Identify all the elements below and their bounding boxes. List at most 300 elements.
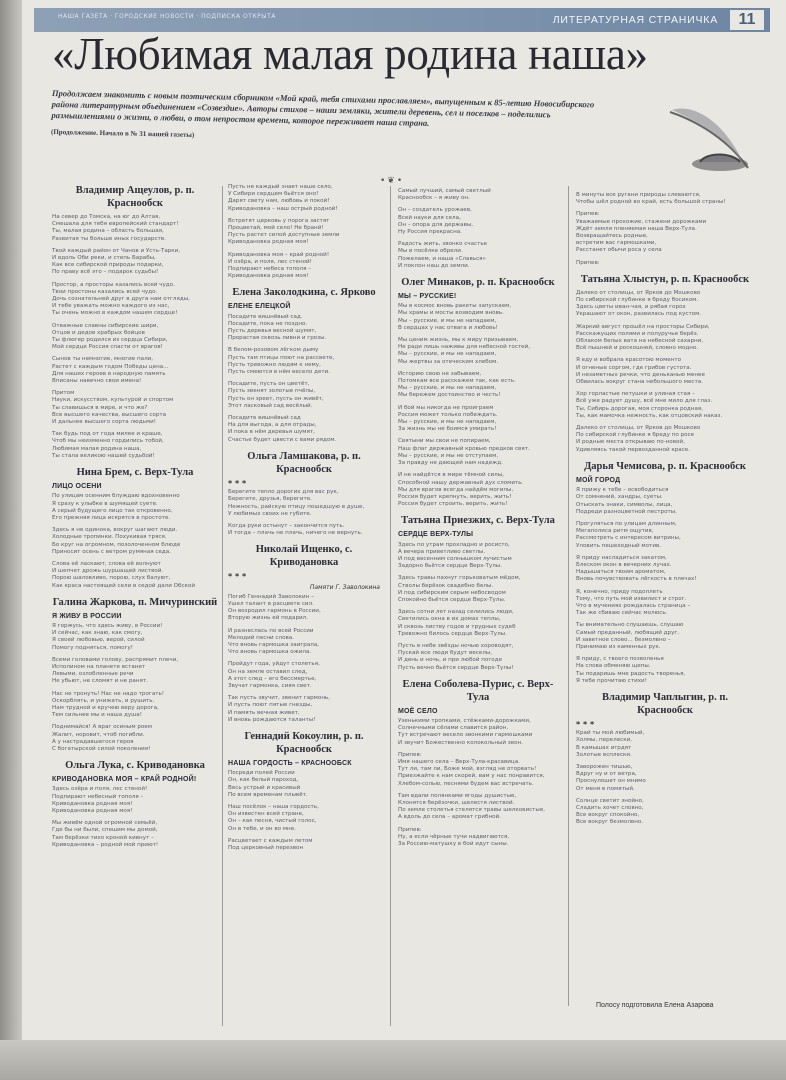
poem-line: Приезжайте к нам скорей, вам у нас понравится,	[398, 773, 545, 780]
poem-stanza	[398, 793, 558, 822]
poem-line: Далеко от столицы, от Ярков до Мошково	[576, 425, 701, 432]
poem-line: Радость жить, звонко счастье	[398, 241, 488, 248]
poem-stanza	[398, 303, 558, 332]
poem-line: Берегите тепло дорогих для вас рук,	[228, 489, 339, 496]
poem-stanza	[52, 820, 218, 849]
poem-line: Россия будет строить, верить, жить!	[398, 501, 508, 508]
poem-line: Солнце светит знойно,	[576, 797, 644, 804]
poem-title: НАША ГОРДОСТЬ – КРАСНООБСК	[228, 759, 352, 767]
header-small-text: НАША ГАЗЕТА · ГОРОДСКИЕ НОВОСТИ · ПОДПИСКА ОТКРЫТА	[58, 13, 276, 20]
poem-line: Возвращайтесь родные,	[576, 233, 648, 240]
poem-line: Мы в космос вновь ракеты запускаем,	[398, 303, 512, 310]
poem-stanza	[398, 438, 558, 467]
poem-line: Всё пышней и роскошней, словно модно.	[576, 345, 699, 352]
poem-line: И под сибирским серым небосводом	[398, 589, 506, 596]
poem-line: Погиб Геннадий Заволокин –	[228, 593, 314, 600]
poem-author: Ольга Лука, с. Криводановка	[65, 760, 205, 772]
poem-line: От сомнений, хандры, суеты.	[576, 494, 663, 501]
poem-line: Я приду, с твоего позволенья	[576, 656, 664, 663]
poem-line: Пусть там птицы поют на рассвете,	[228, 354, 335, 361]
poem-line: Так пусть звучит, звенит гармонь,	[228, 695, 331, 702]
poem-line: И пока в нём деревья шумят,	[228, 429, 315, 436]
poem-line: И сейчас, как знаю, как смогу,	[52, 630, 143, 637]
poem-line: В белом-розовом лёгком дыму	[228, 347, 319, 354]
headline: «Любимая малая родина наша»	[52, 29, 648, 79]
poem-line: Блеском окон в вечерних лучах.	[576, 561, 672, 568]
poem-stanza	[228, 804, 380, 833]
poem-line: Вдруг ну и от ветра,	[576, 771, 637, 778]
poem-line: Пусть вечно бьётся сердце Верх-Тулы!	[398, 664, 514, 671]
poem-line: Мы живём одной огромной семьёй,	[52, 820, 158, 827]
page-number: 11	[730, 10, 764, 30]
poem-line: Историю свою не забываем,	[398, 370, 482, 377]
column-1	[52, 178, 218, 854]
poem-line: Он – как песня, чистый голос,	[228, 818, 317, 825]
poem-line: Ты стала великою нашей судьбой!	[52, 452, 155, 459]
poem-line: Солнечными сёлами славится район.	[398, 725, 509, 732]
poem-line: Пожелаем, и наша «Славься»	[398, 255, 486, 262]
poem-stanza	[576, 555, 754, 584]
poem-line: Растет с каждым годом Победы цена...	[52, 363, 169, 370]
poem-line: С богатырской силой поколения!	[52, 745, 151, 752]
poem-line: И день и ночь, и при любой погоде	[398, 657, 503, 664]
poem-title: * * *	[228, 572, 247, 582]
poem-line: И бой мы никогда не проиграем	[398, 404, 494, 411]
poem-line: От меня в помятый.	[576, 785, 635, 792]
poem-line: Он, как белый пароход,	[228, 777, 299, 784]
poem-line: И тогда – плачь не плачь, ничего не вернуть.	[228, 530, 363, 537]
poem-line: Вновь почувствовать лёгкость в плечах!	[576, 576, 697, 583]
poem-line: Что в мучениях рождалась страница –	[576, 602, 691, 609]
poem-title: МЫ – РУССКИЕ!	[398, 293, 457, 301]
poem-stanza	[398, 752, 558, 788]
poem-line: Потомкам все расскажем так, как есть.	[398, 378, 516, 385]
poem-author: Елена Соболева-Пурис, с. Верх-Тула	[402, 678, 554, 703]
poem-line: И вдоль Оби реки, и степь Барабы,	[52, 255, 156, 262]
poem-line: Мы в посёлке обрели.	[398, 248, 463, 255]
poem-line: Все вокруг спокойно,	[576, 812, 640, 819]
poem-line: За жизнь мы не боимся умирать!	[398, 426, 497, 433]
poem-line: По праву всё это – подарок судьбы!	[52, 269, 159, 276]
poem-line: Не убьют, не сломят и не ранят.	[52, 678, 148, 685]
poem-stanza	[228, 770, 380, 799]
poem-line: И незаметных речки, что деньканью менее	[576, 371, 705, 378]
poem-stanza	[228, 252, 380, 281]
poem-line: И тебе уважать можно каждого из нас,	[52, 303, 170, 310]
poem-line: Здесь сотни лет назад селились люди,	[398, 609, 514, 616]
poem-line: А вдоль до села – аромат грибной.	[398, 814, 501, 821]
poem-line: У Сибири сердцем бьётся оно!	[228, 191, 319, 198]
poem-author: Татьяна Приезжих, с. Верх-Тула	[401, 515, 555, 527]
poem-line: Я, конечно, приду подоплеть	[576, 588, 663, 595]
poem-stanza	[576, 730, 754, 759]
poem-line: Всеми головами голову, распрямит плечи,	[52, 656, 179, 663]
poem-title: * * *	[228, 478, 247, 488]
poem-line: Нам трудной и кручею веру дорога,	[52, 704, 159, 711]
poem-line: Приносит осень с ветром румяная седа.	[52, 548, 171, 555]
poem-stanza	[228, 628, 380, 657]
poem-author: Олег Минаков, р. п. Краснообск	[401, 277, 555, 289]
poem-title: КРИВОДАНОВКА МОЯ – КРАЙ РОДНОЙ!	[52, 776, 197, 784]
poem-line: Смешала для тебя европейский стандарт!	[52, 221, 179, 228]
poem-line: Пройдут года, уйдут столетья,	[228, 661, 320, 668]
page-credit: Полосу подготовила Елена Азарова	[596, 1002, 714, 1009]
poem-stanza	[52, 691, 218, 720]
poem-line: Ушел талант в расцвете сил.	[228, 600, 314, 607]
poem-stanza	[52, 282, 218, 318]
poem-line: Удивляясь такой первозданной красе.	[576, 446, 691, 453]
poem-stanza	[228, 314, 380, 343]
section-title: ЛИТЕРАТУРНАЯ СТРАНИЧКА	[552, 14, 718, 26]
poem-line: Он на земле оставил след,	[228, 668, 308, 675]
poem-line: Поднимайся! А враг осиным роем	[52, 724, 152, 731]
poem-line: Уважаемые прохожие, стажени дорожками	[576, 218, 707, 225]
poem-line: Что вновь гармошка ожила.	[228, 649, 312, 656]
poem-line: Рассмотреть с интересом витрины,	[576, 535, 681, 542]
poem-line: Краснообск – я живу он.	[398, 195, 470, 202]
poem-line: Криводановка родная моя!	[52, 800, 133, 807]
poem-line: Этот ласковый сад весёлый.	[228, 402, 313, 409]
poem-author: Владимир Ащеулов, р. п. Краснообск	[75, 185, 195, 209]
poem-line: Ты внимательно слушаешь, слушаю	[576, 622, 684, 629]
poem-line: Он – создатель урожаев,	[398, 207, 472, 214]
poem-line: Обвилась вокруг стана небольшого места.	[576, 379, 703, 386]
poem-stanza	[52, 623, 218, 652]
poem-title: ЛИЦО ОСЕНИ	[52, 483, 102, 491]
poem-line: В камышах игрдят	[576, 744, 632, 751]
poem-line: И дальнее высшего сорта людьми!	[52, 419, 156, 426]
poem-line: Всей науки для села,	[398, 214, 461, 221]
poem-line: Самый лучший, самый светлый	[398, 188, 491, 194]
poem-line: Холмы, перелески,	[576, 737, 632, 744]
poem-line: Расстанет обычи роса у села	[576, 247, 662, 254]
poem-title: ЕЛЕНЕ ЕЛЕЦКОЙ	[228, 303, 291, 311]
poem-line: Криводановка – наш острый родной!	[228, 205, 338, 212]
poem-line: Мы ценим жизнь, мы к миру призываем,	[398, 337, 519, 344]
poem-line: Посреди полей России	[228, 770, 295, 777]
poem-stanza	[52, 561, 218, 590]
poem-line: Золотые всплески.	[576, 751, 632, 758]
poem-line: Жалит, норовит, чтоб погибли.	[52, 731, 145, 738]
poem-line: Я своей любовью, верой, силой	[52, 637, 145, 644]
poem-line: И заветное слово... безмолвно –	[576, 636, 671, 643]
poem-line: И огненые соргом, где грибов густота.	[576, 364, 692, 371]
poem-line: Как все сибирской природы подарки,	[52, 262, 164, 269]
poem-line: Я приду насладиться закатом,	[576, 554, 667, 561]
column-rule	[222, 186, 223, 1026]
poem-line: Я горжусь, что здесь живу, в России!	[52, 622, 163, 629]
poem-line: Проснулошет он мнимо	[576, 778, 646, 785]
poem-line: Исполином на планете встанет	[52, 663, 146, 670]
poem-line: Что вновь гармошка заиграла,	[228, 641, 320, 648]
poem-line: Мы – русские, и мы не нападаем,	[398, 351, 497, 358]
poem-line: Криводановка моя – край родной!	[228, 251, 330, 258]
quill-inkwell-illustration	[660, 102, 760, 174]
poem-line: Припев:	[398, 751, 422, 758]
poem-line: Бо круг на огромном, позолоченном блюде	[52, 541, 181, 548]
poem-line: Пусть не каждый знает наше село,	[228, 184, 333, 190]
poem-line: Здесь озёра и поля, лес стеной!	[52, 786, 148, 793]
poem-stanza	[398, 405, 558, 434]
column-rule	[568, 186, 569, 1006]
poem-line: встретим вас гармошками,	[576, 240, 657, 247]
poem-line: Пусть звенят золотые пчёлы,	[228, 388, 316, 395]
poem-line: Криводановка родная моя!	[228, 273, 309, 280]
poem-line: Оскорблять, и унижать, и рушить.	[52, 697, 155, 704]
poem-line: Припев:	[398, 826, 422, 833]
poem-stanza	[52, 214, 218, 243]
poem-line: Жаркий август прошёл на просторы Сибири,	[576, 323, 710, 330]
poem-line: Ждёт земля пленяемая наша Верх-Тула.	[576, 225, 697, 232]
poem-line: Твой каждый район от Чанов и Усть-Тарки,	[52, 247, 181, 254]
poem-line: Я еду и вобрала красотою моменто	[576, 357, 682, 364]
poem-line: По улицам осенним блуждаю вдохновенно	[52, 493, 180, 500]
intro-text: Продолжаем знакомить с новым поэтическим сборником «Мой край, тебя стихами прославляем», выпущенным к 85-летию Новосибирского района литературным объединением «Созвездие». Авторы стихов – наши земляки, жители деревень, сел и поселков – поделились размышлениями о жизни, о любви, о том непростом времени, которое переживает наша страна.	[51, 88, 595, 128]
poem-line: Пусть растет силой доступные земли	[228, 232, 340, 239]
poem-stanza	[398, 241, 558, 270]
poem-line: Пусть смеются в нём весело дети.	[228, 369, 331, 376]
poem-line: Самый преданный, любящий друг.	[576, 629, 680, 636]
poem-stanza	[398, 371, 558, 400]
poem-line: Хлебом-солью, песнями будем вас встречать.	[398, 780, 534, 787]
poem-stanza	[398, 643, 558, 672]
poem-line: Подпирают небеса тополя –	[228, 266, 312, 273]
poem-line: Притом	[52, 390, 75, 397]
poem-line: Чтоб мы неизменно гордились тобой,	[52, 438, 164, 445]
poem-stanza	[52, 431, 218, 460]
poem-line: Криводановка – родной мой приют!	[52, 841, 159, 848]
poem-line: Так же сбиваю сейчас молюсь.	[576, 610, 668, 617]
poem-line: А серый будущего лицо так откровенно,	[52, 507, 173, 514]
poem-stanza	[228, 661, 380, 690]
poem-line: Берегите, друзья, берегите.	[228, 496, 312, 503]
poem-stanza	[398, 542, 558, 571]
poem-line: Так будь под от года милее и краше,	[52, 431, 163, 438]
poem-stanza	[228, 347, 380, 376]
poem-line: Принимаю из каменных рук.	[576, 643, 661, 650]
poem-author: Елена Заколодкина, с. Ярково	[232, 287, 376, 299]
poem-title: Я ЖИВУ В РОССИИ	[52, 612, 122, 620]
poem-line: За Россию-матушку в бой идут сыны.	[398, 841, 509, 848]
poem-line: На для выгода, а для отрады,	[228, 422, 317, 429]
poem-line: Отцов и дедов храбрых бойцов	[52, 329, 145, 336]
poem-title: * * *	[576, 719, 595, 729]
poem-line: Звучат гармонка, сияя свет.	[228, 682, 312, 689]
poem-line: Вписаны навечно свои имена!	[52, 378, 142, 385]
poem-stanza	[576, 211, 754, 254]
poem-line: Я тебе прочитаю стихи!	[576, 677, 647, 684]
continuation-note: (Продолжение. Начало в № 31 нашей газеты)	[50, 127, 195, 139]
poem-line: Пусть тревожно людям к нему,	[228, 361, 321, 368]
poem-stanza	[576, 521, 754, 550]
poem-line: И шепчет дрожь шуршащей листвой.	[52, 568, 164, 575]
poem-line: И память вечная живет,	[228, 709, 300, 716]
poem-line: Встретят церковь у порога застят	[228, 217, 330, 224]
poem-line: Когда руки остынут – закончится путь.	[228, 522, 345, 529]
poem-line: Сладить хочет словно,	[576, 805, 644, 811]
poem-line: Все высшего качества, высшего сорта	[52, 411, 167, 418]
poem-line: И вновь рождаются таланты!	[228, 716, 316, 723]
poem-stanza	[576, 192, 754, 206]
poem-author: Нина Брем, с. Верх-Тула	[76, 467, 194, 479]
poem-line: Надышаться твоим ароматом,	[576, 569, 666, 576]
poem-line: Наш посёлок – наша гордость,	[228, 803, 319, 810]
poem-line: Имя нашего села – Верх-Тула-красавица.	[398, 758, 520, 765]
poem-line: Мой сердце Россия спасти от врагов!	[52, 344, 163, 351]
poem-stanza	[576, 622, 754, 651]
poem-line: Где бы ни были, спешим мы домой,	[52, 827, 158, 834]
poem-line: По сибирской глубинке я бреду босиком.	[576, 297, 699, 304]
poem-stanza	[576, 656, 754, 685]
poem-line: Тут встречают весело звонкими гармошками	[398, 732, 533, 739]
poem-line: Облаком белых вата на небесной сахарни,	[576, 338, 704, 345]
poem-line: Мы жертвы за отеческим хлебом.	[398, 358, 499, 365]
poem-stanza	[52, 356, 218, 385]
poem-line: По всем временам плывёт.	[228, 791, 308, 798]
poem-line: А у настрадавшегося героя	[52, 738, 134, 745]
poem-line: Ты, как мамочка нежность, как отцовский наказ.	[576, 412, 723, 419]
poem-author: Татьяна Хлыстун, р. п. Краснообск	[580, 273, 750, 285]
poem-line: Прорастая сквозь ливни и грозы.	[228, 335, 327, 342]
poem-line: Здесь по утрам прохладно и росисто,	[398, 541, 510, 548]
poem-line: Мы – русские, и мы не нападаем,	[398, 419, 497, 426]
poem-title: СЕРДЦЕ ВЕРХ-ТУЛЫ	[398, 531, 474, 539]
poem-line: Любимая малая родина наша,	[52, 445, 142, 452]
poem-stanza	[228, 523, 380, 537]
poem-line: Я прижу к тебе – освободиться	[576, 487, 669, 494]
poem-line: Россия может только побеждать.	[398, 411, 498, 418]
poem-line: Стволы берёзок свадебно белы.	[398, 582, 494, 589]
poem-stanza	[228, 381, 380, 410]
poem-stanza	[52, 724, 218, 753]
poem-line: Процветай, мой село! Не бранй!	[228, 225, 324, 232]
poem-line: И звучит Божественно колокольный звон.	[398, 739, 523, 746]
poem-line: А вечера приветливо светлы.	[398, 548, 486, 555]
poem-line: Здесь я не одинока, вокруг шагают люди.	[52, 527, 178, 534]
poem-line: Вторую жизнь ей подарил.	[228, 615, 309, 622]
poem-stanza	[52, 248, 218, 277]
poem-line: Там берёзки тихо кроной кивнут –	[52, 834, 154, 841]
poem-line: Нас не тронуть! Нас не надо трогать!	[52, 690, 165, 697]
poem-line: Клонятся берёзочки, шелестя листвой.	[398, 800, 515, 806]
poem-line: Дарят свету нам, любовь и покой!	[228, 198, 330, 205]
poem-stanza	[576, 324, 754, 353]
poem-line: Прогуляться по улицам длинным,	[576, 520, 677, 527]
poem-line: Как краса настоящей сели в седой дали Обской	[52, 582, 195, 589]
poem-line: Счастье будет цвести с вами рядом.	[228, 436, 337, 443]
poem-line: Всё уже радует душу, всё мне мило для глаз.	[576, 398, 713, 405]
poem-stanza	[398, 718, 558, 747]
poem-stanza	[228, 838, 380, 852]
poem-line: На север до Томска, на юг до Алтая,	[52, 214, 161, 220]
poem-line: Ну, а если чёрные тучи надвигаются,	[398, 833, 510, 840]
poem-stanza	[228, 695, 380, 724]
poem-line: Тревожно билось сердце Верх-Тулы.	[398, 630, 507, 637]
poem-line: Пусть деревья весной шумят,	[228, 328, 317, 335]
poem-line: И под весенним солнышком лучистым	[398, 555, 512, 562]
poem-stanza	[576, 589, 754, 618]
poem-line: Там вдали полянками ягоды душистые,	[398, 792, 517, 799]
poem-line: Не ради лишь наживы для небесной гостей,	[398, 344, 531, 351]
poem-line: У любимых своих не губите.	[228, 510, 312, 517]
poem-line: Ты, Сибирь дорогая, моя сторонка родная,	[576, 405, 704, 412]
poem-line: Его прежняя лица искрятся в простоте.	[52, 514, 171, 521]
poem-stanza	[398, 207, 558, 236]
poem-line: Посадите, пока не поздно.	[228, 320, 308, 327]
poem-stanza	[228, 184, 380, 213]
poem-line: Мы бережем достоинство и честь!	[398, 392, 501, 399]
poem-line: Сынов ты немногие, многие пали,	[52, 356, 154, 363]
poem-line: Посадите вишнёвый сад	[228, 415, 301, 422]
poem-line: Он – опора для державы,	[398, 221, 474, 228]
poem-line: Он в тебе, и он во мне.	[228, 825, 296, 832]
poem-line: Науки, искусством, культурой и спортом	[52, 397, 174, 404]
poem-line: Мы – русские, и мы не отступаем,	[398, 452, 499, 459]
poem-line: Криводановка родная моя!	[228, 239, 309, 246]
poem-stanza	[398, 472, 558, 508]
poem-line: Весь устрый и красивый	[228, 784, 301, 791]
column-4	[576, 192, 754, 832]
poem-line: Ты флюгер родился из сердца Сибири,	[52, 337, 168, 344]
poem-line: И сквозь листву годов и трудных судеб	[398, 623, 516, 630]
poem-line: А этот след – его бессмертье,	[228, 675, 317, 682]
poem-stanza	[398, 575, 558, 604]
poem-stanza	[576, 764, 754, 793]
poem-stanza	[52, 527, 218, 556]
poem-title: МОЁ СЕЛО	[398, 707, 438, 715]
poem-author: Владимир Чаплыгин, р. п. Краснообск	[601, 691, 728, 716]
poem-line: Холодные тропинки. Похукивая тряся.	[52, 534, 167, 541]
poem-line: Левыми, озлобленные речи	[52, 671, 134, 678]
poem-line: Отважные славны сибирские шири,	[52, 322, 159, 329]
poem-line: Мы храмы и мосты возводим вновь.	[398, 310, 504, 317]
poem-author: Ольга Ламшакова, р. п. Краснообск	[247, 450, 361, 475]
poem-line: Твои простоны казались всей чудо.	[52, 288, 158, 295]
poem-line: Мы для врагов всегда найдём могилы,	[398, 486, 514, 493]
poem-line: Мы – русские, и мы не нападаем,	[398, 385, 497, 392]
poem-line: Дочь сознательней друг в друга нам отгляды,	[52, 296, 190, 303]
poem-line: Простор, а просторы казались всей чудо.	[52, 281, 175, 288]
column-rule	[390, 186, 391, 1026]
poem-line: Светились окна в их домах теплы,	[398, 616, 501, 623]
poem-line: Расцветает с каждым летом	[228, 837, 313, 844]
poem-line: В минуты все ругани природы слеваются,	[576, 192, 701, 198]
poem-line: Криводановка родная моя!	[52, 808, 133, 814]
poem-stanza	[576, 487, 754, 516]
poem-line: Наш флаг державный кровью предков свят.	[398, 445, 530, 452]
poem-line: Далеко от столицы, от Ярков до Мошково	[576, 289, 701, 296]
poem-line: Припев:	[576, 211, 600, 218]
poem-line: Помогу подняться, помогу!	[52, 644, 134, 651]
poem-stanza	[398, 827, 558, 849]
poem-line: Узенькими тропками, стёжками-дорожками,	[398, 717, 531, 724]
poem-line: Подреди разноцветной пестроты.	[576, 508, 677, 515]
poem-line: Расскажущих полями и полуручье берёз.	[576, 330, 699, 337]
poem-line: Россия будет крепнуть, верить, жить!	[398, 493, 512, 500]
poem-author: Галина Жаркова, п. Мичуринский	[52, 596, 218, 608]
poem-line: Спокойно бьётся сердце Верх-Тулы.	[398, 596, 506, 603]
poem-line: И не найдётся в мире тёмной силы,	[398, 472, 504, 479]
poem-line: Здесь травы пахнут горьковатым мёдом,	[398, 575, 521, 582]
poem-stanza	[52, 493, 218, 522]
poem-line: Слова её ласкают, слова её волнуют	[52, 560, 161, 567]
poem-stanza	[228, 415, 380, 444]
poem-line: Развитая ты больше иных государств.	[52, 235, 166, 242]
poem-line: Святыни мы свои не попираем,	[398, 438, 491, 445]
poem-stanza	[52, 323, 218, 352]
poem-line: Заворожен тишью,	[576, 763, 633, 770]
poem-line: По сибирской глубинке я бреду по росе	[576, 432, 695, 439]
